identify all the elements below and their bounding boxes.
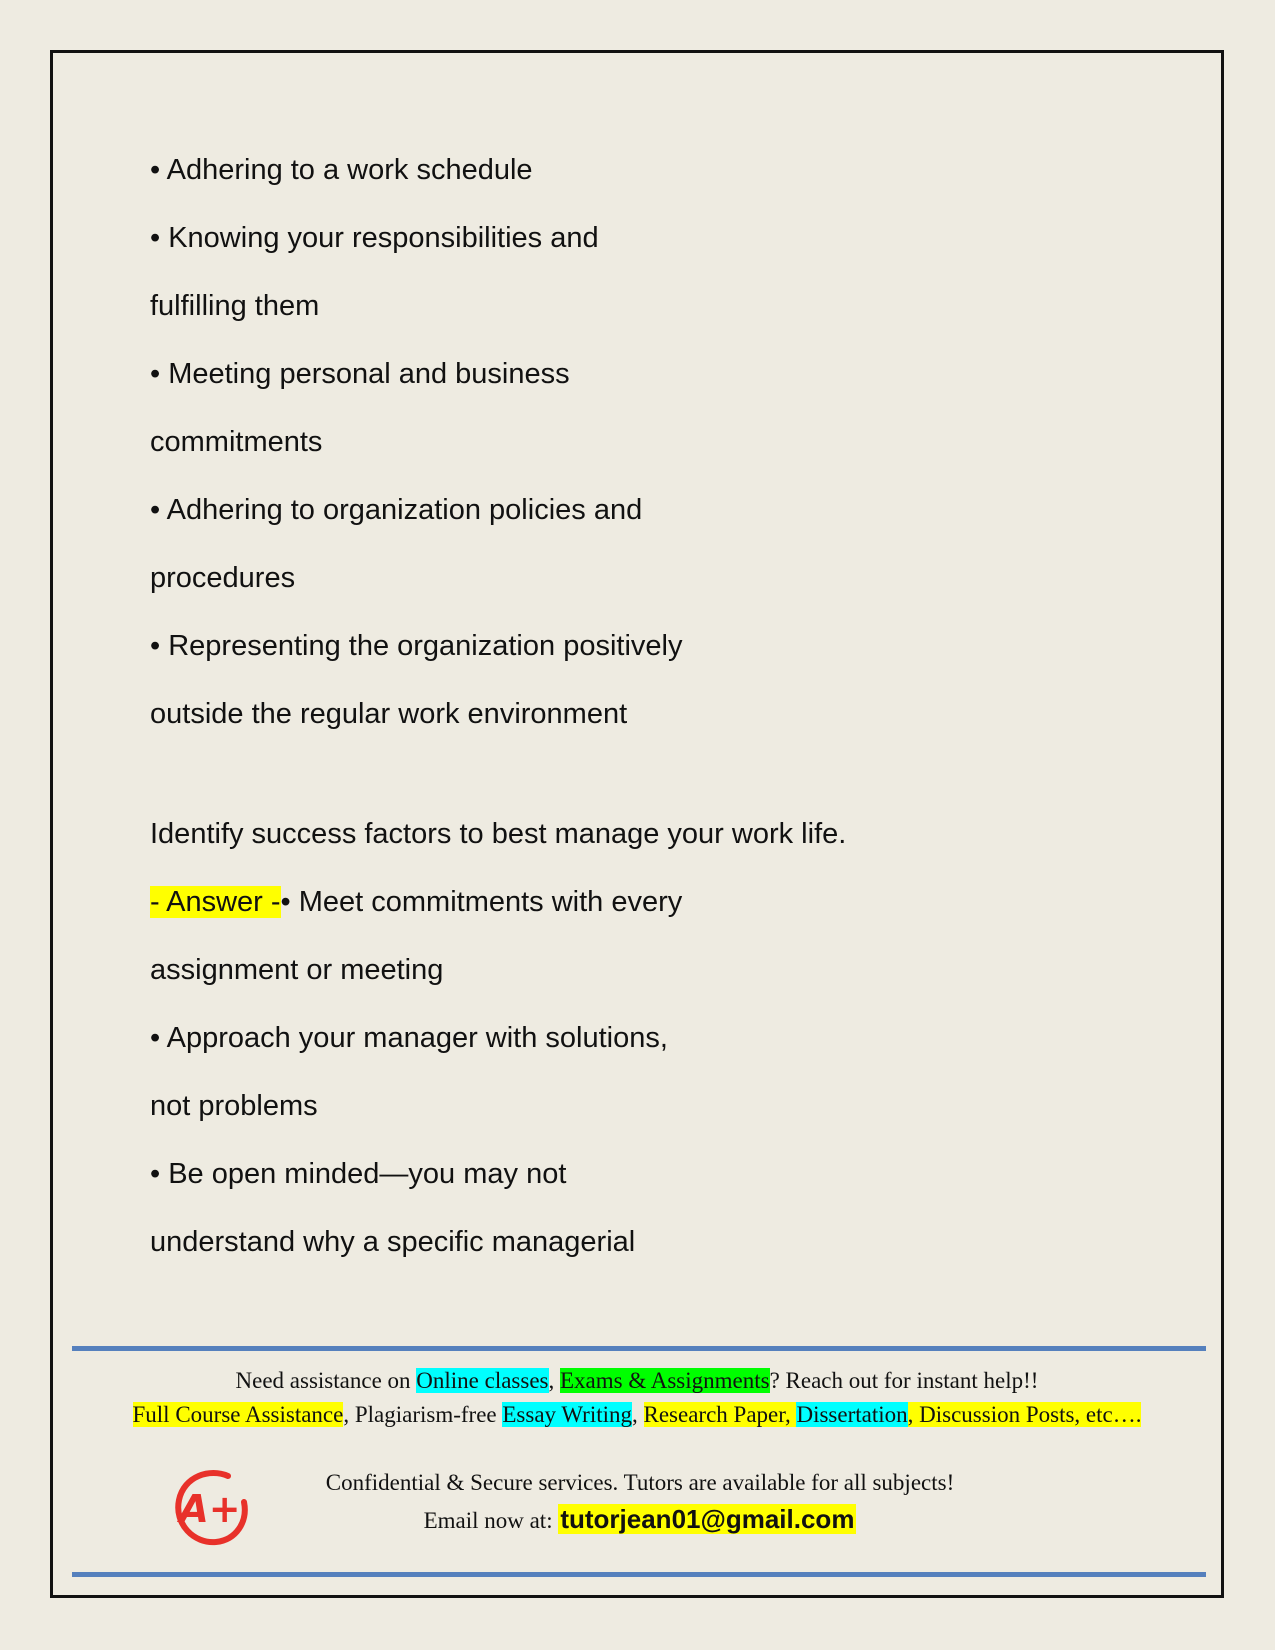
footer-text: , <box>632 1402 644 1427</box>
footer-text: Need assistance on <box>235 1368 417 1393</box>
list-item: • Knowing your responsibilities and <box>150 222 599 254</box>
list-item: understand why a specific managerial <box>150 1226 636 1258</box>
footer-bottom-rule <box>72 1572 1206 1577</box>
question-text: Identify success factors to best manage your work life. <box>150 818 847 850</box>
list-item: • Representing the organization positively <box>150 630 683 662</box>
research-paper-highlight: Research Paper, <box>643 1402 797 1427</box>
footer-line-1 <box>50 1368 1224 1394</box>
list-item: • Approach your manager with solutions, <box>150 1022 668 1054</box>
list-item: • Adhering to organization policies and <box>150 494 643 526</box>
email-label: Email now at: <box>423 1508 559 1533</box>
footer-text: , <box>548 1368 560 1393</box>
list-item: commitments <box>150 426 323 458</box>
list-item: fulfilling them <box>150 290 320 322</box>
list-item: procedures <box>150 562 296 594</box>
answer-label: - Answer - <box>150 886 281 918</box>
answer-line <box>150 872 1150 940</box>
footer-text: , Plagiarism-free <box>343 1402 503 1427</box>
footer-top-rule <box>72 1346 1206 1351</box>
footer-text: ? Reach out for instant help!! <box>769 1368 1039 1393</box>
email-link[interactable]: tutorjean01@gmail.com <box>560 1504 855 1534</box>
essay-writing-highlight: Essay Writing <box>502 1402 632 1427</box>
answer-text: • Meet commitments with every <box>280 886 683 918</box>
list-item: • Adhering to a work schedule <box>150 154 533 186</box>
exams-assignments-highlight: Exams & Assignments <box>560 1368 770 1393</box>
list-item: not problems <box>150 1090 318 1122</box>
a-plus-logo <box>170 1466 252 1548</box>
footer-email-line <box>290 1504 990 1535</box>
full-course-highlight: Full Course Assistance <box>132 1402 344 1427</box>
discussion-posts-highlight: , Discussion Posts, etc…. <box>907 1402 1142 1427</box>
footer-line-2 <box>50 1402 1224 1428</box>
list-item: outside the regular work environment <box>150 698 628 730</box>
dissertation-highlight: Dissertation <box>796 1402 908 1427</box>
logo-text: A+ <box>179 1487 241 1531</box>
document-body <box>150 140 1150 1280</box>
list-item: assignment or meeting <box>150 954 444 986</box>
online-classes-highlight: Online classes <box>416 1368 549 1393</box>
footer-line-3: Confidential & Secure services. Tutors are available for all subjects! <box>325 1470 955 1495</box>
list-item: • Meeting personal and business <box>150 358 570 390</box>
list-item: • Be open minded—you may not <box>150 1158 567 1190</box>
